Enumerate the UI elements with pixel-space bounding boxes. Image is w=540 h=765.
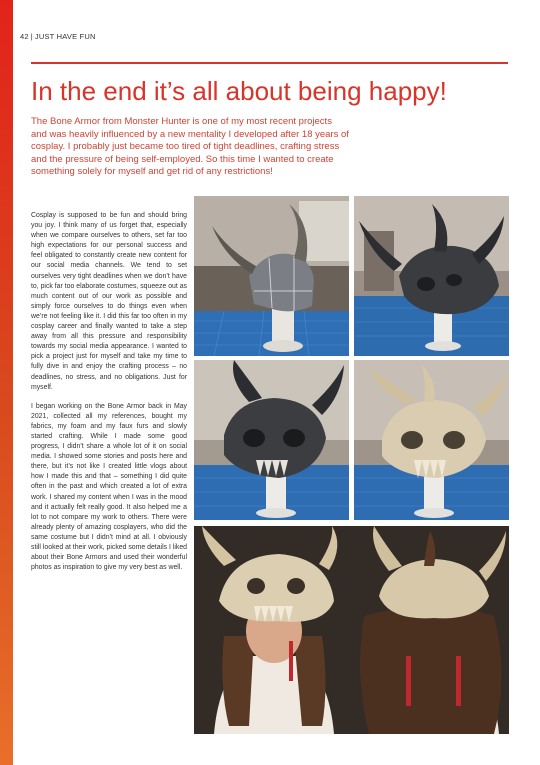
photo-painted-bone-skull [354, 360, 509, 520]
photo-finished-cosplay [194, 526, 509, 734]
body-column [31, 211, 187, 582]
header-separator: | [30, 32, 33, 41]
photo-helmet-base [194, 196, 349, 356]
body-paragraph-1: Cosplay is supposed to be fun and should bring you joy. I think many of us forget that, especially when we compare ourselves to others, set far too high expectations for our personal success and feel obligated to constantly create new content for our social media channels. We tend to set ourselves very tight deadlines when we don’t have to, pick far too elaborate costumes, squeeze out as much content out of our work as possible and simply force ourselves to do things even when we’re not feeling like it. I did this far too often in my cosplay career and finally wanted to take a step away from all this pressure and responsibility towards my social media appearance. I wanted to pick a project just for myself and take my time to fully dive in and enjoy the crafting process – no deadlines, no stress, and no obligations. Just for myself. [31, 212, 187, 391]
title-rule [31, 62, 508, 64]
article-title: In the end it’s all about being happy! [31, 76, 447, 106]
photo-dark-skull-front [194, 360, 349, 520]
intro-text: The Bone Armor from Monster Hunter is one of my most recent projects and was heavily influenced by a new mentality I developed after 18 years of cosplay. I probably just became too tired of tight deadlines, crafting stress and the pressure of being self-employed. So this time I wanted to create something solely for myself and get rid of any restrictions! [31, 116, 349, 178]
side-accent-bar [0, 0, 13, 765]
intro-paragraph [31, 116, 349, 179]
photo-dark-skull-side [354, 196, 509, 356]
page-header [20, 32, 96, 41]
section-name: JUST HAVE FUN [34, 32, 96, 41]
body-paragraph-2: I began working on the Bone Armor back in May 2021, collected all my references, bought my fabrics, my foam and my faux furs and slowly started crafting. While I made some good progress, I didn’t share a whole lot of it on social media. I showed some stories and posts here and there, but it’s not like I created little vlogs about how I made this and that – something I did quite often in the past and which created a lot of extra work. I shared my content when I was in the mood and it actually felt really good. It also helped me a lot to not compare my work to others. There were already plenty of amazing cosplayers, who did the same costume but I didn’t mind at all. I obviously still looked at their work, picked some details I liked about their Bone Armors and used their wonderful photos as inspiration to give my very best as well. [31, 402, 187, 572]
page-number: 42 [20, 32, 29, 41]
